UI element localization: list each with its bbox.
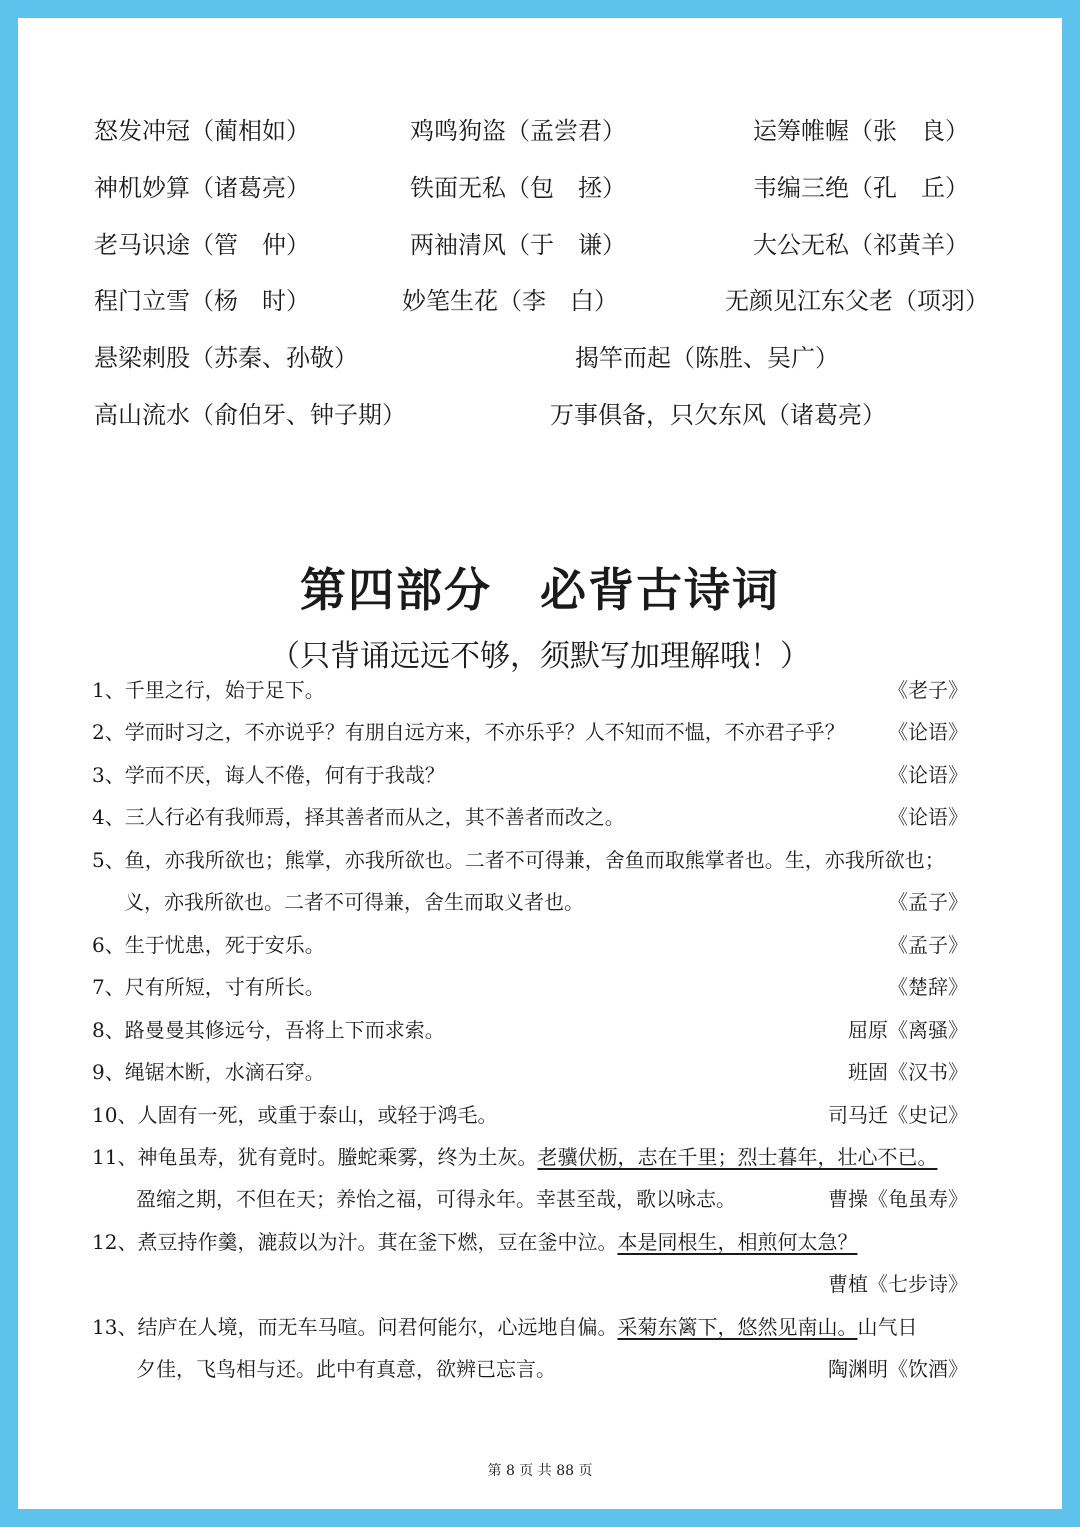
poem-source: 《孟子》 [888, 890, 968, 914]
poem-line-continued: 夕佳，飞鸟相与还。此中有真意，欲辨已忘言。 [136, 1357, 556, 1381]
idiom-item: 老马识途（管 仲） [94, 231, 310, 259]
underlined-verse: 采菊东篱下，悠然见南山。 [617, 1315, 858, 1339]
poem-source: 曹操《龟虽寿》 [828, 1187, 968, 1211]
poem-source: 屈原《离骚》 [848, 1018, 968, 1042]
poem-line [92, 1228, 857, 1256]
idiom-item: 揭竿而起（陈胜、吴广） [575, 344, 839, 372]
poem-source: 曹植《七步诗》 [828, 1272, 968, 1296]
idiom-item: 万事俱备，只欠东风（诸葛亮） [550, 401, 886, 429]
underlined-verse: 老骥伏枥，志在千里；烈士暮年，壮心不已。 [537, 1145, 938, 1169]
poem-source: 《论语》 [888, 805, 968, 829]
underlined-verse: 本是同根生，相煎何太急？ [617, 1230, 858, 1254]
poem-line: 5、鱼，亦我所欲也；熊掌，亦我所欲也。二者不可得兼，舍鱼而取熊掌者也。生，亦我所欲也； [92, 848, 945, 872]
poem-line [92, 1143, 937, 1171]
poem-line [92, 1313, 917, 1341]
poem-source: 《老子》 [888, 678, 968, 702]
idiom-item: 悬梁刺股（苏秦、孙敬） [94, 344, 358, 372]
poem-source: 《孟子》 [888, 933, 968, 957]
poem-text: 11、神龟虽寿，犹有竟时。螣蛇乘雾，终为土灰。 [92, 1145, 538, 1169]
poem-source: 《论语》 [888, 720, 968, 744]
poem-text: 山气日 [857, 1315, 918, 1339]
idiom-item: 妙笔生花（李 白） [402, 287, 618, 315]
section-subtitle: （只背诵远远不够，须默写加理解哦！） [270, 639, 810, 674]
poem-line: 7、尺有所短，寸有所长。 [92, 975, 325, 999]
poem-source: 司马迁《史记》 [828, 1103, 968, 1127]
idiom-item: 怒发冲冠（蔺相如） [94, 117, 310, 145]
idiom-item: 韦编三绝（孔 丘） [753, 174, 969, 202]
idiom-item: 大公无私（祁黄羊） [753, 231, 969, 259]
page-footer: 第 8 页 共 88 页 [487, 1463, 593, 1479]
document-page [18, 18, 1062, 1509]
poem-line: 10、人固有一死，或重于泰山，或轻于鸿毛。 [92, 1103, 498, 1127]
idiom-item: 无颜见江东父老（项羽） [725, 287, 989, 315]
poem-line-continued: 盈缩之期，不但在天；养怡之福，可得永年。幸甚至哉，歌以咏志。 [136, 1187, 736, 1211]
poem-line: 9、绳锯木断，水滴石穿。 [92, 1060, 325, 1084]
poem-line: 4、三人行必有我师焉，择其善者而从之，其不善者而改之。 [92, 805, 625, 829]
poem-source: 班固《汉书》 [848, 1060, 968, 1084]
idiom-item: 运筹帷幄（张 良） [753, 117, 969, 145]
poem-source: 陶渊明《饮酒》 [828, 1357, 968, 1381]
poem-line: 8、路曼曼其修远兮，吾将上下而求索。 [92, 1018, 445, 1042]
poem-source: 《楚辞》 [888, 975, 968, 999]
poem-text: 13、结庐在人境，而无车马喧。问君何能尔，心远地自偏。 [92, 1315, 618, 1339]
poem-line: 1、千里之行，始于足下。 [92, 678, 325, 702]
idiom-item: 鸡鸣狗盗（孟尝君） [410, 117, 626, 145]
poem-line: 6、生于忧患，死于安乐。 [92, 933, 325, 957]
idiom-item: 神机妙算（诸葛亮） [94, 174, 310, 202]
poem-source: 《论语》 [888, 763, 968, 787]
poem-line-continued: 义，亦我所欲也。二者不可得兼，舍生而取义者也。 [124, 890, 584, 914]
idiom-item: 两袖清风（于 谦） [410, 231, 626, 259]
idiom-item: 高山流水（俞伯牙、钟子期） [94, 401, 406, 429]
poem-line: 3、学而不厌，诲人不倦，何有于我哉？ [92, 763, 445, 787]
poem-line: 2、学而时习之，不亦说乎？有朋自远方来，不亦乐乎？人不知而不愠，不亦君子乎？ [92, 720, 845, 744]
poem-text: 12、煮豆持作羹，漉菽以为汁。萁在釜下燃，豆在釜中泣。 [92, 1230, 618, 1254]
idiom-item: 程门立雪（杨 时） [94, 287, 310, 315]
idiom-item: 铁面无私（包 拯） [410, 174, 626, 202]
section-title: 第四部分 必背古诗词 [300, 563, 780, 617]
